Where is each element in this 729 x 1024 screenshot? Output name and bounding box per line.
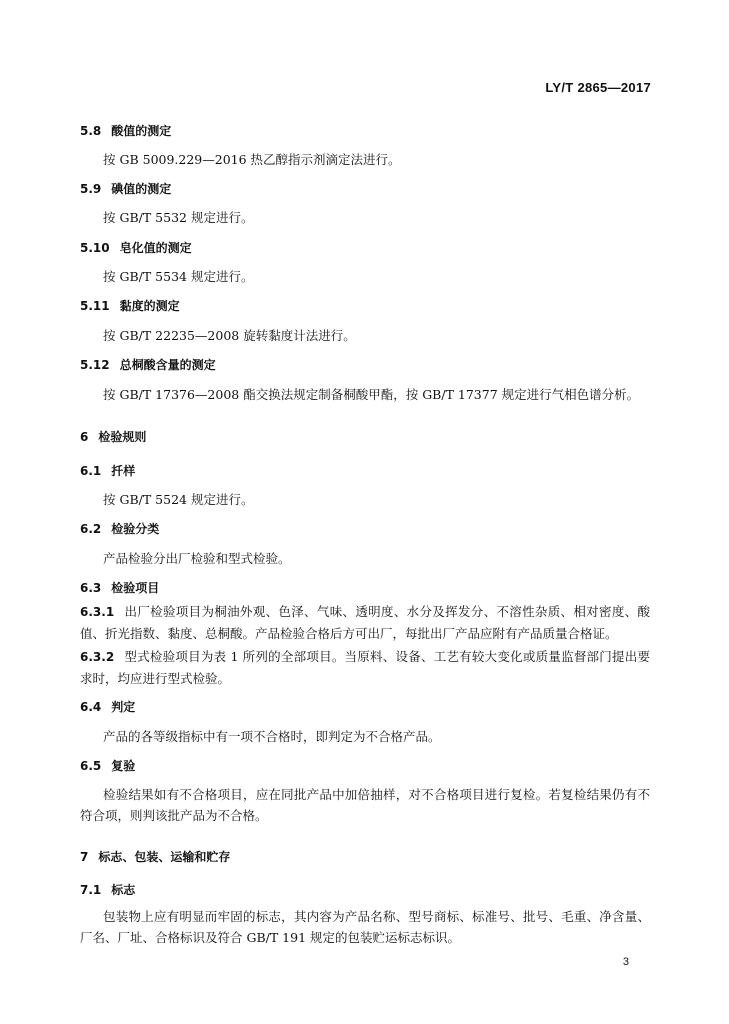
page-number: 3 [622, 956, 629, 968]
section-5-11-text: 按 GB/T 22235—2008 旋转黏度计法进行。 [103, 328, 356, 343]
section-5-10-heading [80, 239, 192, 256]
section-number: 7 [80, 850, 89, 864]
section-title: 检验分类 [111, 522, 160, 536]
section-number: 5.8 [80, 124, 102, 138]
section-number: 6.2 [80, 522, 102, 536]
section-title: 检验规则 [98, 430, 147, 444]
clause-text: 出厂检验项目为桐油外观、色泽、气味、透明度、水分及挥发分、不溶性杂质、相对密度、酸值、折光指数、黏度、总桐酸。产品检验合格后方可出厂，每批出厂产品应附有产品质量合格证。 [80, 604, 650, 641]
section-6-1-text: 按 GB/T 5524 规定进行。 [103, 492, 254, 507]
section-title: 碘值的测定 [111, 182, 172, 196]
clause-6-3-1 [80, 601, 650, 644]
section-5-12-text: 按 GB/T 17376—2008 酯交换法规定制备桐酸甲酯，按 GB/T 17377 规定进行气相色谱分析。 [103, 387, 640, 402]
clause-number: 6.3.2 [80, 650, 115, 664]
section-title: 复验 [111, 759, 136, 773]
section-number: 5.11 [80, 299, 110, 313]
section-7-1-text: 包装物上应有明显而牢固的标志，其内容为产品名称、型号商标、标准号、批号、毛重、净含量、厂名、厂址、合格标识及符合 GB/T 191 规定的包装贮运标志标识。 [80, 909, 650, 945]
section-5-11-heading [80, 297, 180, 314]
section-6-1-heading [80, 462, 135, 479]
section-title: 皂化值的测定 [119, 241, 192, 255]
section-5-10-text: 按 GB/T 5534 规定进行。 [103, 269, 254, 284]
chapter-6-heading [80, 428, 146, 445]
section-title: 检验项目 [111, 581, 160, 595]
section-6-2-text: 产品检验分出厂检验和型式检验。 [103, 551, 291, 566]
section-number: 7.1 [80, 883, 102, 897]
section-number: 6.1 [80, 464, 102, 478]
section-title: 标志 [111, 883, 136, 897]
clause-6-3-2 [80, 646, 650, 689]
section-6-2-heading [80, 520, 159, 537]
section-title: 扦样 [111, 464, 136, 478]
section-title: 酸值的测定 [111, 124, 172, 138]
section-5-8-heading [80, 122, 171, 139]
section-6-5-heading [80, 757, 135, 774]
chapter-7-heading [80, 848, 230, 865]
section-number: 5.12 [80, 358, 110, 372]
section-title: 黏度的测定 [119, 299, 180, 313]
standard-code: LY/T 2865—2017 [545, 80, 651, 95]
section-7-1-heading [80, 881, 135, 898]
section-6-4-heading [80, 698, 135, 715]
section-number: 6 [80, 430, 89, 444]
section-6-4-text: 产品的各等级指标中有一项不合格时，即判定为不合格产品。 [103, 729, 441, 744]
section-5-9-text: 按 GB/T 5532 规定进行。 [103, 210, 254, 225]
section-number: 5.9 [80, 182, 102, 196]
clause-number: 6.3.1 [80, 605, 115, 619]
section-title: 标志、包装、运输和贮存 [98, 850, 231, 864]
section-title: 总桐酸含量的测定 [119, 358, 216, 372]
section-6-3-heading [80, 579, 159, 596]
section-number: 5.10 [80, 241, 110, 255]
section-number: 6.4 [80, 700, 102, 714]
section-6-5-text: 检验结果如有不合格项目，应在同批产品中加倍抽样，对不合格项目进行复检。若复检结果仍有不符合项，则判该批产品为不合格。 [80, 787, 650, 823]
clause-text: 型式检验项目为表 1 所列的全部项目。当原料、设备、工艺有较大变化或质量监督部门提出要求时，均应进行型式检验。 [80, 649, 650, 686]
section-5-9-heading [80, 180, 171, 197]
section-5-8-text: 按 GB 5009.229—2016 热乙醇指示剂滴定法进行。 [103, 152, 401, 167]
section-number: 6.5 [80, 759, 102, 773]
section-title: 判定 [111, 700, 136, 714]
section-5-12-heading [80, 356, 216, 373]
section-number: 6.3 [80, 581, 102, 595]
